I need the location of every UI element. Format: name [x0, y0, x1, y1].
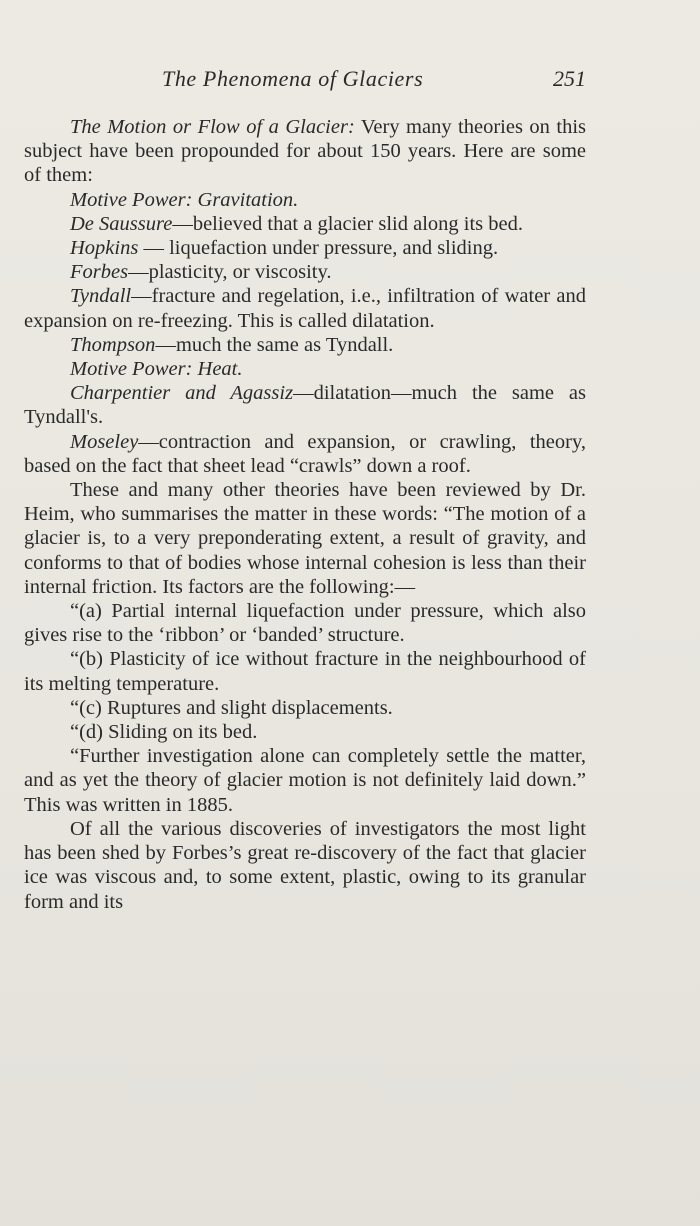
- paragraph: [24, 212, 586, 236]
- paragraph: “(b) Plasticity of ice without fracture in the neighbourhood of its melting temperature.: [24, 648, 586, 695]
- paragraph-lead: Moseley: [70, 430, 139, 453]
- paragraph: “(c) Ruptures and slight displacements.: [70, 696, 393, 719]
- paragraph-text: —fracture and regelation, i.e., infiltration of water and expansion on re-freezing. This is called dilatation.: [24, 285, 586, 332]
- paragraph-lead: Hopkins: [70, 237, 139, 260]
- paragraph-lead: De Saussure: [70, 212, 173, 235]
- page-header: [24, 66, 586, 96]
- paragraph: [24, 381, 586, 429]
- paragraph: “Further investigation alone can completely settle the matter, and as yet the theory of glacier motion is not definitely laid down.” This was written in 1885.: [24, 745, 586, 816]
- paragraph-lead: Motive Power: Gravitation.: [70, 188, 299, 211]
- paragraph: Of all the various discoveries of investigators the most light has been shed by Forbes’s great re-discovery of the fact that glacier ice was viscous and, to some extent, plastic, owing to its granular form and its: [24, 817, 586, 913]
- paragraph-lead: Thompson: [70, 333, 156, 356]
- paragraph: These and many other theories have been reviewed by Dr. Heim, who summarises the matter in these words: “The motion of a glacier is, to a very preponderating extent, a result of gravity, and conforms to that of bodies whose internal cohesion is less than their internal friction. Its factors are the following:—: [24, 479, 586, 598]
- body-text: [24, 115, 586, 914]
- paragraph: “(a) Partial internal liquefaction under pressure, which also gives rise to the ‘ribbon’ or ‘banded’ structure.: [24, 600, 586, 647]
- paragraph-text: —contraction and expansion, or crawling, theory, based on the fact that sheet lead “crawls” down a roof.: [24, 430, 586, 477]
- paragraph: [24, 260, 586, 284]
- running-title: The Phenomena of Glaciers: [162, 66, 424, 91]
- paragraph: [24, 115, 586, 188]
- paragraph-lead: Charpentier and Agassiz: [70, 382, 294, 405]
- paragraph-text: —believed that a glacier slid along its bed.: [172, 212, 523, 235]
- paragraph-text: Very many theories on this subject have been propounded for about 150 years. Here are some of them:: [24, 116, 586, 187]
- paragraph: [24, 430, 586, 478]
- paragraph-lead: The Motion or Flow of a Glacier:: [70, 116, 355, 138]
- paragraph-text: —much the same as Tyndall.: [155, 333, 394, 356]
- paragraph: [24, 333, 586, 357]
- paragraph-lead: Tyndall: [70, 285, 132, 308]
- paragraph-lead: Forbes: [70, 261, 129, 284]
- paragraph-lead: Motive Power: Heat.: [70, 358, 243, 381]
- paragraph: [24, 188, 586, 212]
- paragraph: “(d) Sliding on its bed.: [70, 721, 258, 744]
- paragraph-text: —dilatation—much the same as Tyndall's.: [24, 382, 586, 429]
- paragraph-text: —plasticity, or viscosity.: [128, 261, 332, 284]
- paragraph-text: — liquefaction under pressure, and sliding.: [138, 237, 499, 260]
- paragraph: [24, 236, 586, 260]
- paragraph: [24, 357, 586, 381]
- page-number: 251: [553, 66, 586, 91]
- paragraph: [24, 284, 586, 332]
